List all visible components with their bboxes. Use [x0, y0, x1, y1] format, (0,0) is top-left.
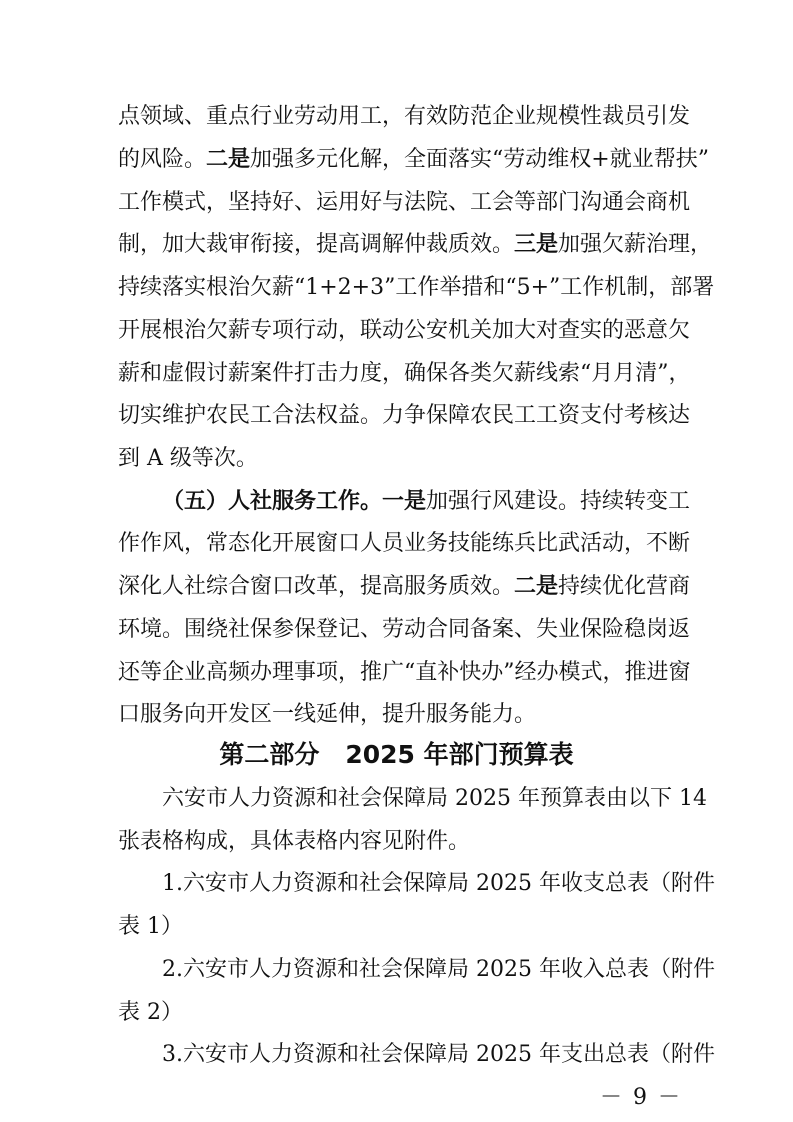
- text-line: 六安市人力资源和社会保障局 2025 年预算表由以下 14: [162, 786, 707, 811]
- emphasis-label: 三是: [514, 232, 559, 257]
- text-line: 深化人社综合窗口改革，提高服务质效。二是持续优化营商: [118, 574, 691, 599]
- list-item: 2.六安市人力资源和社会保障局 2025 年收入总表（附件: [162, 957, 715, 982]
- list-item: 1.六安市人力资源和社会保障局 2025 年收支总表（附件: [162, 871, 715, 896]
- section-title-line: （五）人社服务工作。一是加强行风建设。持续转变工: [162, 489, 691, 514]
- list-item-continuation: 表 1）: [118, 914, 183, 939]
- text-line: 工作模式，坚持好、运用好与法院、工会等部门沟通会商机: [118, 190, 691, 215]
- list-item-continuation: 表 2）: [118, 1000, 183, 1025]
- part-heading: 第二部分 2025 年部门预算表: [219, 740, 574, 769]
- emphasis-label: 一是: [382, 489, 427, 514]
- text-line: 的风险。二是加强多元化解，全面落实“劳动维权+就业帮扶”: [118, 147, 709, 172]
- section-title: （五）人社服务工作。: [162, 489, 383, 514]
- page-number: － 9 －: [600, 1085, 682, 1110]
- text-line: 持续落实根治欠薪“1+2+3”工作举措和“5+”工作机制，部署: [118, 275, 715, 300]
- text-line: 切实维护农民工合法权益。力争保障农民工工资支付考核达: [118, 403, 691, 428]
- text-line: 张表格构成，具体表格内容见附件。: [118, 829, 471, 854]
- text-line: 环境。围绕社保参保登记、劳动合同备案、失业保险稳岗返: [118, 617, 691, 642]
- text-line: 到 A 级等次。: [118, 446, 258, 471]
- text-line: 作作风，常态化开展窗口人员业务技能练兵比武活动，不断: [118, 531, 691, 556]
- text-line: 点领域、重点行业劳动用工，有效防范企业规模性裁员引发: [118, 104, 691, 129]
- text-line: 制，加大裁审衔接，提高调解仲裁质效。三是加强欠薪治理，: [118, 232, 713, 257]
- text-line: 口服务向开发区一线延伸，提升服务能力。: [118, 702, 537, 727]
- emphasis-label: 二是: [514, 574, 559, 599]
- list-item: 3.六安市人力资源和社会保障局 2025 年支出总表（附件: [162, 1042, 715, 1067]
- emphasis-label: 二是: [206, 147, 251, 172]
- text-line: 还等企业高频办理事项，推广“直补快办”经办模式，推进窗: [118, 660, 691, 685]
- text-line: 薪和虚假讨薪案件打击力度，确保各类欠薪线索“月月清”，: [118, 361, 691, 386]
- text-line: 开展根治欠薪专项行动，联动公安机关加大对查实的恶意欠: [118, 318, 691, 343]
